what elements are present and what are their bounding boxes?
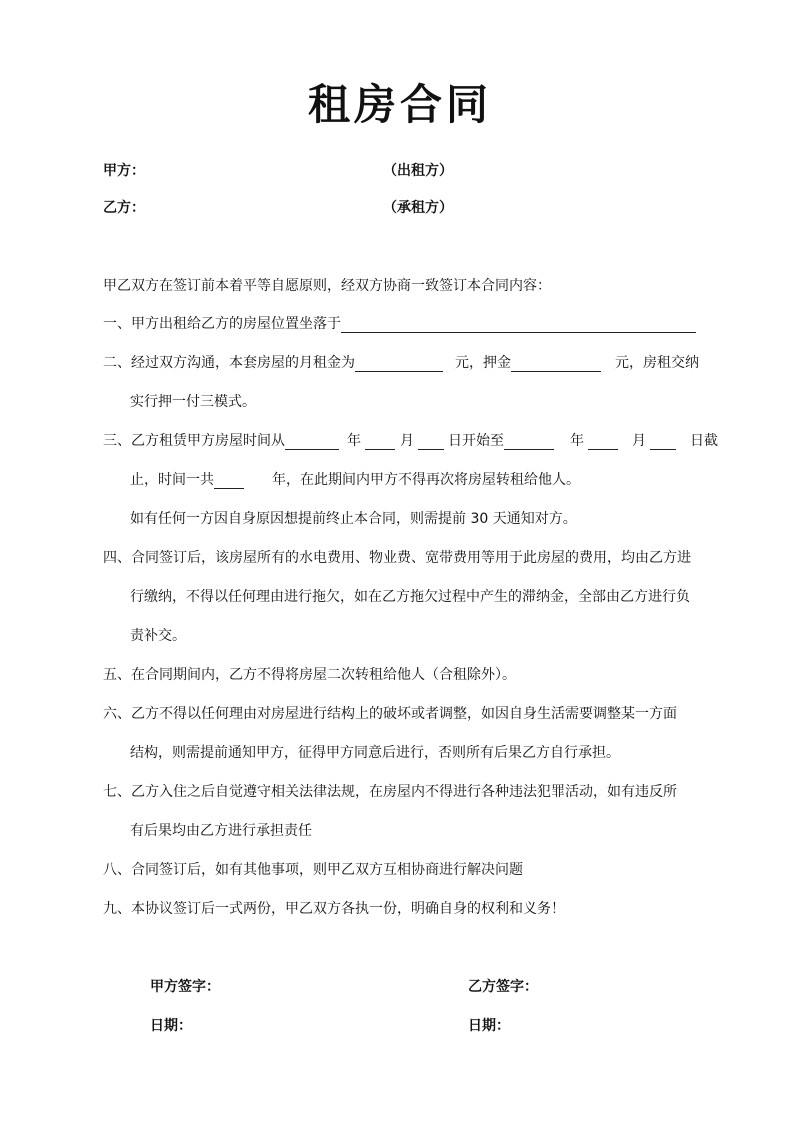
clause-3-duration-suffix: 年，在此期间内甲方不得再次将房屋转租给他人。 [272, 472, 580, 488]
clause-3-text-a: 三、乙方租赁甲方房屋时间从 [103, 433, 285, 449]
party-b-role: （承租方） [383, 200, 453, 216]
end-day-label: 日截 [690, 433, 718, 449]
clause-2-text-b: 元，押金 [455, 355, 511, 371]
clause-2-text-a: 二、经过双方沟通，本套房屋的月租金为 [103, 355, 355, 371]
intro-paragraph: 甲乙双方在签订前本着平等自愿原则，经双方协商一致签订本合同内容： [103, 278, 551, 294]
clause-3-line-3: 如有任何一方因自身原因想提前终止本合同，则需提前 30 天通知对方。 [130, 511, 577, 527]
party-a-role: （出租方） [383, 163, 453, 179]
party-b-label: 乙方： [103, 200, 145, 216]
clause-1 [103, 313, 696, 333]
clause-2-line-1 [103, 352, 699, 372]
clause-2-line-2: 实行押一付三模式。 [130, 394, 256, 410]
clause-4-line-3: 责补交。 [130, 628, 186, 644]
clause-6-line-1: 六、乙方不得以任何理由对房屋进行结构上的破坏或者调整，如因自身生活需要调整某一方面 [103, 706, 677, 722]
location-blank[interactable] [341, 318, 696, 333]
clause-6-line-2: 结构，则需提前通知甲方，征得甲方同意后进行，否则所有后果乙方自行承担。 [130, 745, 620, 761]
contract-title: 租房合同 [307, 80, 492, 129]
duration-blank[interactable] [214, 474, 244, 489]
party-a-label: 甲方： [103, 163, 145, 179]
party-b-date-label: 日期： [468, 1018, 510, 1034]
clause-9: 九、本协议签订后一式两份，甲乙双方各执一份，明确自身的权利和义务！ [103, 901, 565, 917]
end-year-label: 年 [570, 433, 584, 449]
party-a-signature-label: 甲方签字： [150, 979, 220, 995]
start-month-blank[interactable] [365, 435, 395, 450]
clause-2-text-c: 元，房租交纳 [615, 355, 699, 371]
party-a-date-label: 日期： [150, 1018, 192, 1034]
clause-5: 五、在合同期间内，乙方不得将房屋二次转租给他人（合租除外）。 [103, 667, 516, 683]
clause-3-duration-text: 止，时间一共 [130, 472, 214, 488]
start-month-label: 月 [400, 433, 414, 449]
end-month-blank[interactable] [588, 435, 618, 450]
clause-4-line-1: 四、合同签订后，该房屋所有的水电费用、物业费、宽带费用等用于此房屋的费用，均由乙方进 [103, 550, 691, 566]
clause-4-line-2: 行缴纳，不得以任何理由进行拖欠，如在乙方拖欠过程中产生的滞纳金，全部由乙方进行负 [130, 589, 690, 605]
deposit-blank[interactable] [511, 357, 601, 372]
clause-3-line-1 [103, 430, 718, 450]
clause-1-text: 一、甲方出租给乙方的房屋位置坐落于 [103, 316, 341, 332]
clause-8: 八、合同签订后，如有其他事项，则甲乙双方互相协商进行解决问题 [103, 862, 523, 878]
clause-7-line-2: 有后果均由乙方进行承担责任 [130, 823, 312, 839]
end-year-blank[interactable] [504, 435, 554, 450]
start-day-label: 日开始至 [448, 433, 504, 449]
party-b-signature-label: 乙方签字： [468, 979, 538, 995]
start-year-label: 年 [347, 433, 361, 449]
clause-7-line-1: 七、乙方入住之后自觉遵守相关法律法规，在房屋内不得进行各种违法犯罪活动，如有违反所 [103, 784, 677, 800]
end-day-blank[interactable] [650, 435, 676, 450]
start-year-blank[interactable] [285, 435, 339, 450]
end-month-label: 月 [632, 433, 646, 449]
clause-3-line-2 [130, 469, 580, 489]
start-day-blank[interactable] [418, 435, 444, 450]
rent-blank[interactable] [355, 357, 443, 372]
